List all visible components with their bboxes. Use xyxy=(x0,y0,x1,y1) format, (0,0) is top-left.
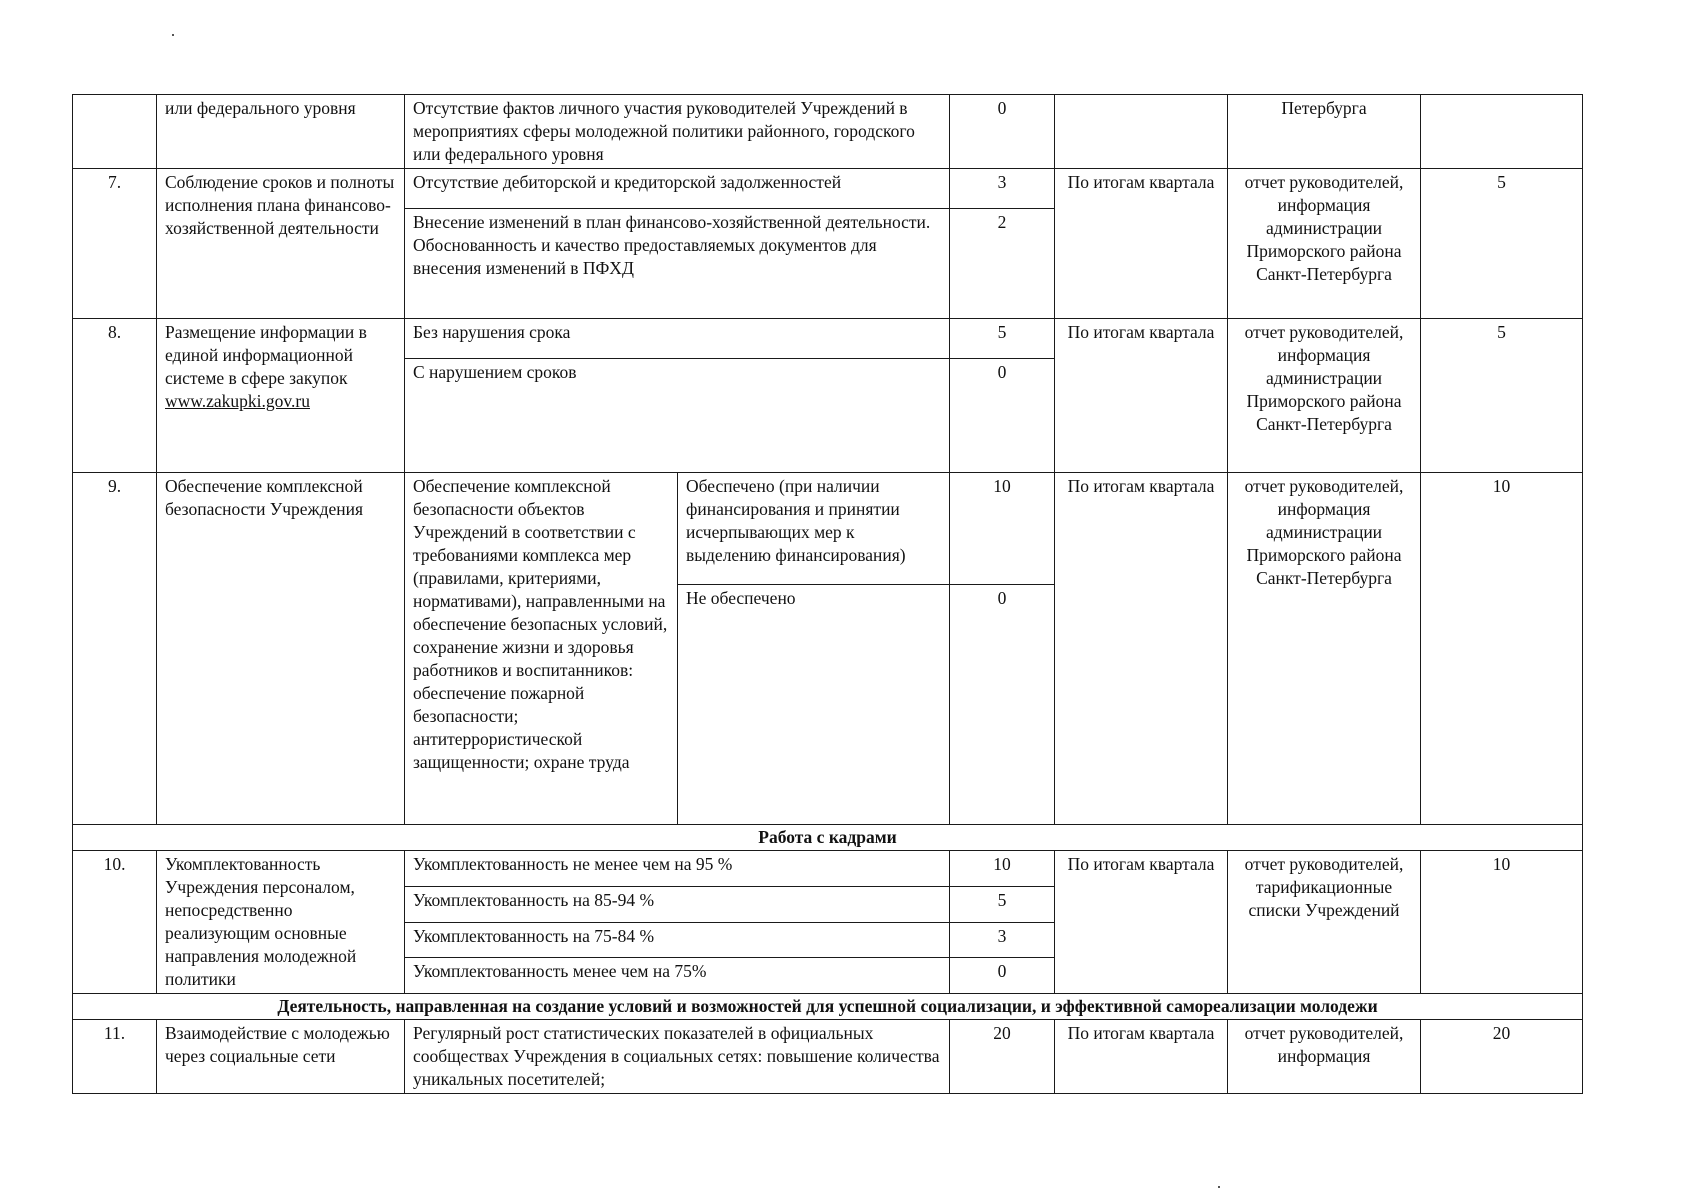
indicator-cell: Отсутствие дебиторской и кредиторской задолженностей xyxy=(405,169,950,209)
source-cell: отчет руководителей, тарификационные списки Учреждений xyxy=(1228,851,1421,994)
table-row-7 xyxy=(73,169,1583,209)
max-score-cell: 5 xyxy=(1421,319,1583,473)
source-cell: отчет руководителей, информация администрации Приморского района Санкт-Петербурга xyxy=(1228,473,1421,825)
sub-indicator-cell: Не обеспечено xyxy=(678,585,950,825)
criterion-cell: Укомплектованность Учреждения персоналом, непосредственно реализующим основные направления молодежной политики xyxy=(157,851,405,994)
max-score-cell xyxy=(1421,95,1583,169)
max-score-cell: 5 xyxy=(1421,169,1583,319)
criterion-cell xyxy=(157,319,405,473)
indicator-cell: Укомплектованность не менее чем на 95 % xyxy=(405,851,950,887)
criteria-table xyxy=(72,94,1583,1094)
score-cell: 20 xyxy=(950,1020,1055,1094)
table-row-11 xyxy=(73,1020,1583,1094)
score-cell: 5 xyxy=(950,319,1055,359)
row-number: 9. xyxy=(73,473,157,825)
indicator-cell: Отсутствие фактов личного участия руководителей Учреждений в мероприятиях сферы молодежной политики районного, городского или федерального уровня xyxy=(405,95,950,169)
source-cell: отчет руководителей, информация xyxy=(1228,1020,1421,1094)
row-number xyxy=(73,95,157,169)
score-cell: 0 xyxy=(950,958,1055,994)
indicator-cell: Укомплектованность на 75-84 % xyxy=(405,922,950,958)
row-number: 10. xyxy=(73,851,157,994)
period-cell: По итогам квартала xyxy=(1055,169,1228,319)
max-score-cell: 10 xyxy=(1421,473,1583,825)
criterion-cell: или федерального уровня xyxy=(157,95,405,169)
score-cell: 5 xyxy=(950,886,1055,922)
section-title-kadry: Работа с кадрами xyxy=(73,825,1583,851)
criterion-cell: Обеспечение комплексной безопасности Учреждения xyxy=(157,473,405,825)
score-cell: 2 xyxy=(950,209,1055,319)
table-row-10 xyxy=(73,851,1583,887)
table-row-9 xyxy=(73,473,1583,585)
indicator-cell: Без нарушения срока xyxy=(405,319,950,359)
section-header-row xyxy=(73,994,1583,1020)
section-title-social: Деятельность, направленная на создание условий и возможностей для успешной социализации, и эффективной самореализации молодежи xyxy=(73,994,1583,1020)
source-cell: Петербурга xyxy=(1228,95,1421,169)
period-cell: По итогам квартала xyxy=(1055,473,1228,825)
max-score-cell: 10 xyxy=(1421,851,1583,994)
row-number: 7. xyxy=(73,169,157,319)
score-cell: 3 xyxy=(950,922,1055,958)
indicator-cell: Обеспечение комплексной безопасности объектов Учреждений в соответствии с требованиями комплекса мер (правилами, критериями, нормативами), направленными на обеспечение безопасных условий, сохранение жизни и здоровья работников и воспитанников: обеспечение пожарной безопасности; антитеррористической защищенности; охране труда xyxy=(405,473,678,825)
score-cell: 10 xyxy=(950,851,1055,887)
criterion-text: Размещение информации в единой информационной системе в сфере закупок xyxy=(165,322,367,388)
score-cell: 0 xyxy=(950,585,1055,825)
table-row-continuation xyxy=(73,95,1583,169)
score-cell: 0 xyxy=(950,359,1055,473)
score-cell: 10 xyxy=(950,473,1055,585)
criterion-cell: Соблюдение сроков и полноты исполнения плана финансово-хозяйственной деятельности xyxy=(157,169,405,319)
criterion-cell: Взаимодействие с молодежью через социальные сети xyxy=(157,1020,405,1094)
period-cell: По итогам квартала xyxy=(1055,319,1228,473)
max-score-cell: 20 xyxy=(1421,1020,1583,1094)
section-header-row xyxy=(73,825,1583,851)
source-cell: отчет руководителей, информация администрации Приморского района Санкт-Петербурга xyxy=(1228,319,1421,473)
indicator-cell: Внесение изменений в план финансово-хозяйственной деятельности. Обоснованность и качество предоставляемых документов для внесения изменений в ПФХД xyxy=(405,209,950,319)
row-number: 11. xyxy=(73,1020,157,1094)
indicator-cell: С нарушением сроков xyxy=(405,359,950,473)
indicator-cell: Укомплектованность на 85-94 % xyxy=(405,886,950,922)
score-cell: 0 xyxy=(950,95,1055,169)
period-cell: По итогам квартала xyxy=(1055,1020,1228,1094)
table-row-8 xyxy=(73,319,1583,359)
zakupki-link[interactable]: www.zakupki.gov.ru xyxy=(165,391,310,411)
period-cell: По итогам квартала xyxy=(1055,851,1228,994)
indicator-cell: Укомплектованность менее чем на 75% xyxy=(405,958,950,994)
sub-indicator-cell: Обеспечено (при наличии финансирования и принятии исчерпывающих мер к выделению финансирования) xyxy=(678,473,950,585)
indicator-cell: Регулярный рост статистических показателей в официальных сообществах Учреждения в социальных сетях: повышение количества уникальных посетителей; xyxy=(405,1020,950,1094)
source-cell: отчет руководителей, информация администрации Приморского района Санкт-Петербурга xyxy=(1228,169,1421,319)
score-cell: 3 xyxy=(950,169,1055,209)
scan-speck xyxy=(172,34,174,36)
scan-speck xyxy=(1218,1186,1220,1188)
row-number: 8. xyxy=(73,319,157,473)
period-cell xyxy=(1055,95,1228,169)
